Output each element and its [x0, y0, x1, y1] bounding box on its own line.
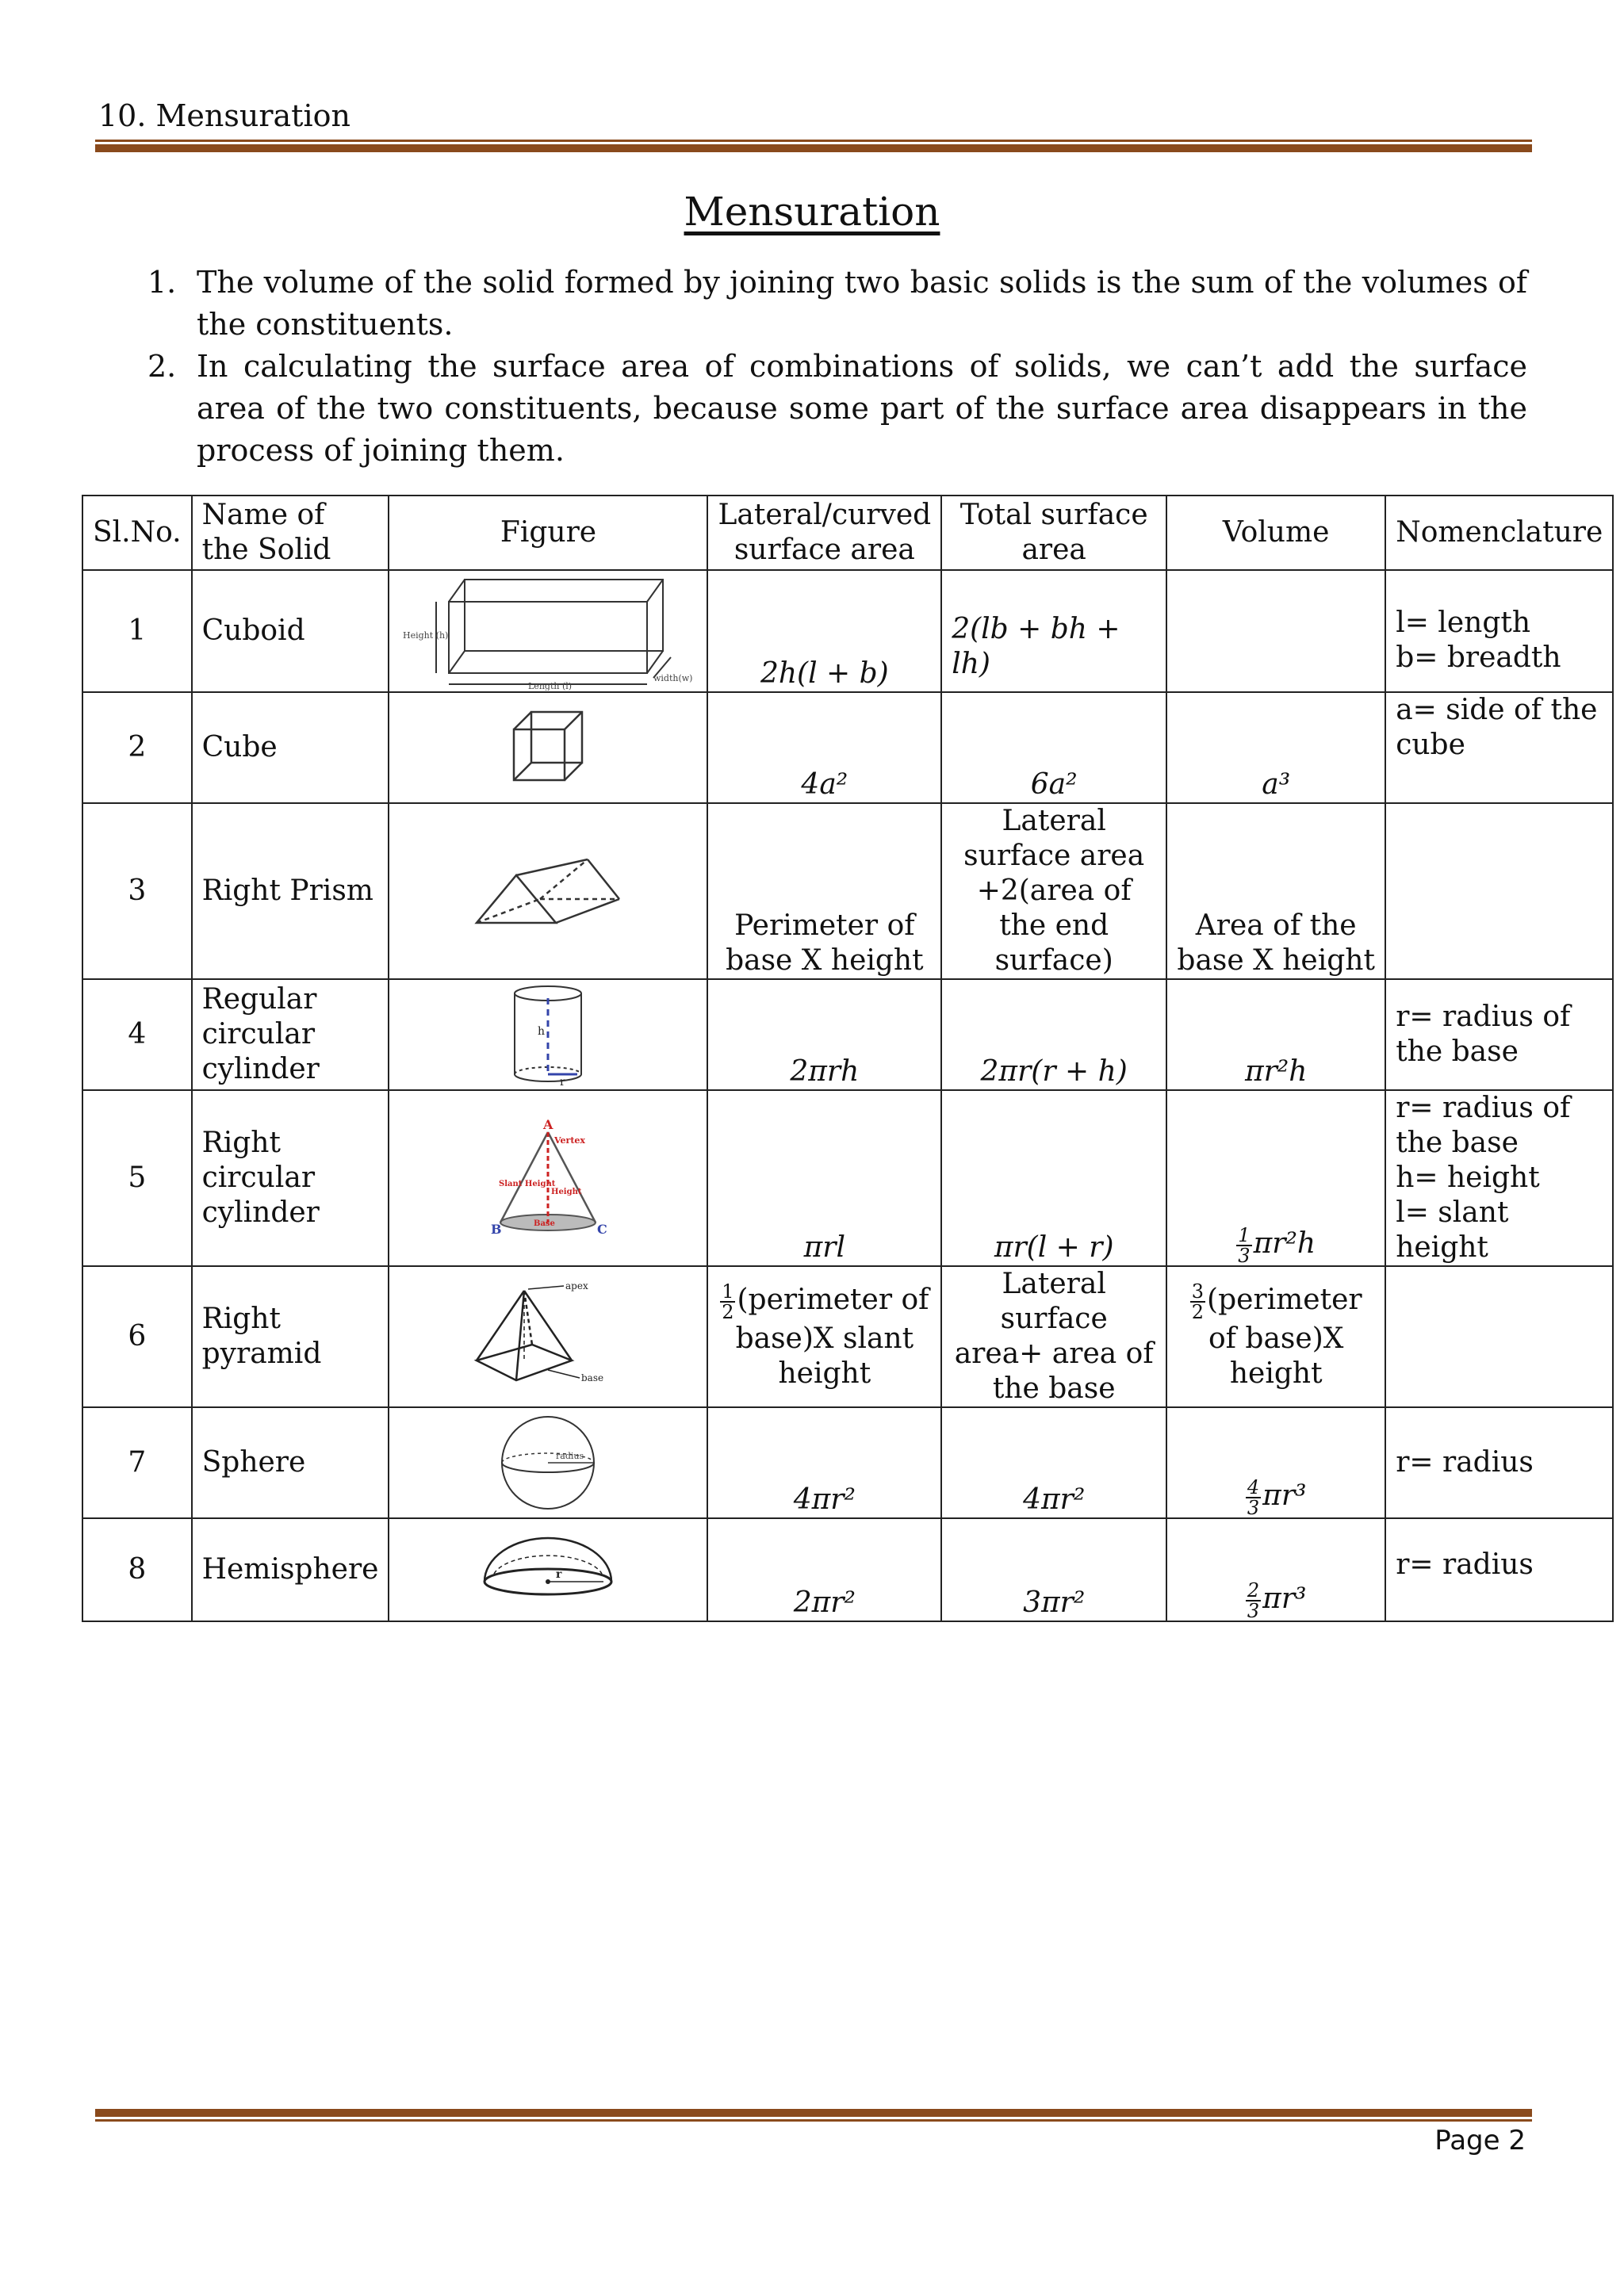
table-row: [82, 1266, 1613, 1407]
row-volume: $\frac{3}{2}$ (perimeter of base)X height: [1166, 1266, 1385, 1407]
svg-text:Length (l): Length (l): [528, 681, 573, 691]
row-figure: [389, 570, 707, 692]
row-name: Right Prism: [192, 803, 389, 979]
row-volume: [1166, 570, 1385, 692]
row-name: Cuboid: [192, 570, 389, 692]
volume-fraction: $\frac{2}{3}$: [1247, 1579, 1260, 1622]
row-volume: $\frac{4}{3}$ πr³: [1166, 1407, 1385, 1518]
list-item: 2. In calculating the surface area of combinations of solids, we can’t add the surface area of the two constituents, because some part of the surface area disappears in the process of joining them.: [147, 349, 1527, 468]
cuboid-figure-icon: [401, 572, 695, 691]
row-nomenclature: r= radius of the base h= height l= slant height: [1385, 1090, 1613, 1266]
header-figure: Figure: [389, 496, 707, 570]
row-figure: [389, 803, 707, 979]
svg-text:C: C: [597, 1222, 608, 1237]
row-total: 4πr²: [941, 1407, 1166, 1518]
row-nomenclature: r= radius: [1385, 1407, 1613, 1518]
row-nomenclature: a= side of the cube: [1385, 692, 1613, 803]
row-lateral: πrl: [707, 1090, 941, 1266]
row-nomenclature: r= radius: [1385, 1518, 1613, 1621]
row-figure: [389, 692, 707, 803]
prism-figure-icon: [469, 844, 627, 939]
row-name: Right circular cylinder: [192, 1090, 389, 1266]
header-lateral: Lateral/curved surface area: [707, 496, 941, 570]
table-row: [82, 979, 1613, 1090]
row-lateral: 2h(l + b): [707, 570, 941, 692]
row-name: Right pyramid: [192, 1266, 389, 1407]
sphere-figure-icon: [492, 1411, 603, 1514]
row-name: Regular circular cylinder: [192, 979, 389, 1090]
row-figure: [389, 1407, 707, 1518]
row-name: Sphere: [192, 1407, 389, 1518]
list-item: 1. The volume of the solid formed by joining two basic solids is the sum of the volumes of the constituents.: [147, 265, 1527, 342]
svg-text:Base: Base: [534, 1219, 556, 1228]
svg-text:radius: radius: [556, 1451, 584, 1461]
row-volume: Area of the base X height: [1166, 803, 1385, 979]
lateral-fraction: $\frac{1}{2}$: [722, 1280, 734, 1323]
svg-text:apex: apex: [565, 1281, 589, 1292]
page-title: Mensuration: [684, 189, 940, 235]
row-slno: 1: [82, 570, 192, 692]
row-slno: 3: [82, 803, 192, 979]
row-lateral: 2πrh: [707, 979, 941, 1090]
solids-formula-table: [82, 495, 1614, 1622]
row-name: Hemisphere: [192, 1518, 389, 1621]
row-total: 2πr(r + h): [941, 979, 1166, 1090]
key-points-list: [147, 262, 1527, 472]
table-row: [82, 1407, 1613, 1518]
row-slno: 7: [82, 1407, 192, 1518]
svg-text:base: base: [581, 1372, 604, 1383]
row-nomenclature: [1385, 803, 1613, 979]
running-header: 10. Mensuration: [98, 98, 350, 133]
table-header-row: [82, 496, 1613, 570]
row-volume: $\frac{1}{3}$ πr²h: [1166, 1090, 1385, 1266]
row-slno: 6: [82, 1266, 192, 1407]
hemisphere-figure-icon: [477, 1534, 619, 1605]
row-figure: [389, 979, 707, 1090]
row-lateral: $\frac{1}{2}$ (perimeter of base)X slant height: [707, 1266, 941, 1407]
header-nomenclature: Nomenclature: [1385, 496, 1613, 570]
row-slno: 8: [82, 1518, 192, 1621]
row-figure: [389, 1518, 707, 1621]
row-nomenclature: [1385, 1266, 1613, 1407]
row-nomenclature: r= radius of the base: [1385, 979, 1613, 1090]
row-lateral: Perimeter of base X height: [707, 803, 941, 979]
row-name: Cube: [192, 692, 389, 803]
row-figure: [389, 1090, 707, 1266]
row-total: 2(lb + bh + lh): [941, 570, 1166, 692]
svg-text:Vertex: Vertex: [554, 1135, 586, 1146]
row-total: 3πr²: [941, 1518, 1166, 1621]
cube-figure-icon: [504, 704, 592, 791]
row-total: πr(l + r): [941, 1090, 1166, 1266]
row-total: Lateral surface area +2(area of the end surface): [941, 803, 1166, 979]
row-volume: πr²h: [1166, 979, 1385, 1090]
header-name: Name of the Solid: [192, 496, 389, 570]
cylinder-figure-icon: [504, 982, 592, 1087]
row-nomenclature: l= length b= breadth: [1385, 570, 1613, 692]
row-lateral: 4πr²: [707, 1407, 941, 1518]
row-volume: a³: [1166, 692, 1385, 803]
row-slno: 5: [82, 1090, 192, 1266]
table-row: [82, 1518, 1613, 1621]
cone-figure-icon: [477, 1115, 619, 1242]
pyramid-figure-icon: [469, 1281, 627, 1392]
svg-text:Slant Height: Slant Height: [499, 1180, 556, 1188]
table-row: [82, 570, 1613, 692]
svg-text:Height: Height: [551, 1188, 582, 1196]
table-row: [82, 692, 1613, 803]
row-figure: [389, 1266, 707, 1407]
volume-fraction: $\frac{4}{3}$: [1247, 1476, 1260, 1519]
svg-text:B: B: [491, 1222, 503, 1237]
svg-text:r: r: [556, 1568, 562, 1581]
row-total: 6a²: [941, 692, 1166, 803]
header-slno: Sl.No.: [82, 496, 192, 570]
table-row: [82, 803, 1613, 979]
row-volume: $\frac{2}{3}$ πr³: [1166, 1518, 1385, 1621]
volume-fraction: $\frac{3}{2}$: [1191, 1280, 1205, 1323]
header-total: Total surface area: [941, 496, 1166, 570]
svg-text:width(w): width(w): [653, 673, 693, 683]
svg-text:h: h: [538, 1025, 546, 1038]
footer-rule: [95, 2109, 1532, 2122]
row-slno: 4: [82, 979, 192, 1090]
page-number: Page 2: [1434, 2125, 1526, 2156]
svg-text:r: r: [560, 1076, 566, 1087]
header-rule: [95, 140, 1532, 152]
row-lateral: 2πr²: [707, 1518, 941, 1621]
row-lateral: 4a²: [707, 692, 941, 803]
row-slno: 2: [82, 692, 192, 803]
row-total: Lateral surface area+ area of the base: [941, 1266, 1166, 1407]
svg-text:Height (h): Height (h): [403, 630, 449, 641]
header-volume: Volume: [1166, 496, 1385, 570]
table-row: [82, 1090, 1613, 1266]
volume-fraction: $\frac{1}{3}$: [1238, 1224, 1251, 1267]
svg-text:A: A: [543, 1117, 553, 1132]
